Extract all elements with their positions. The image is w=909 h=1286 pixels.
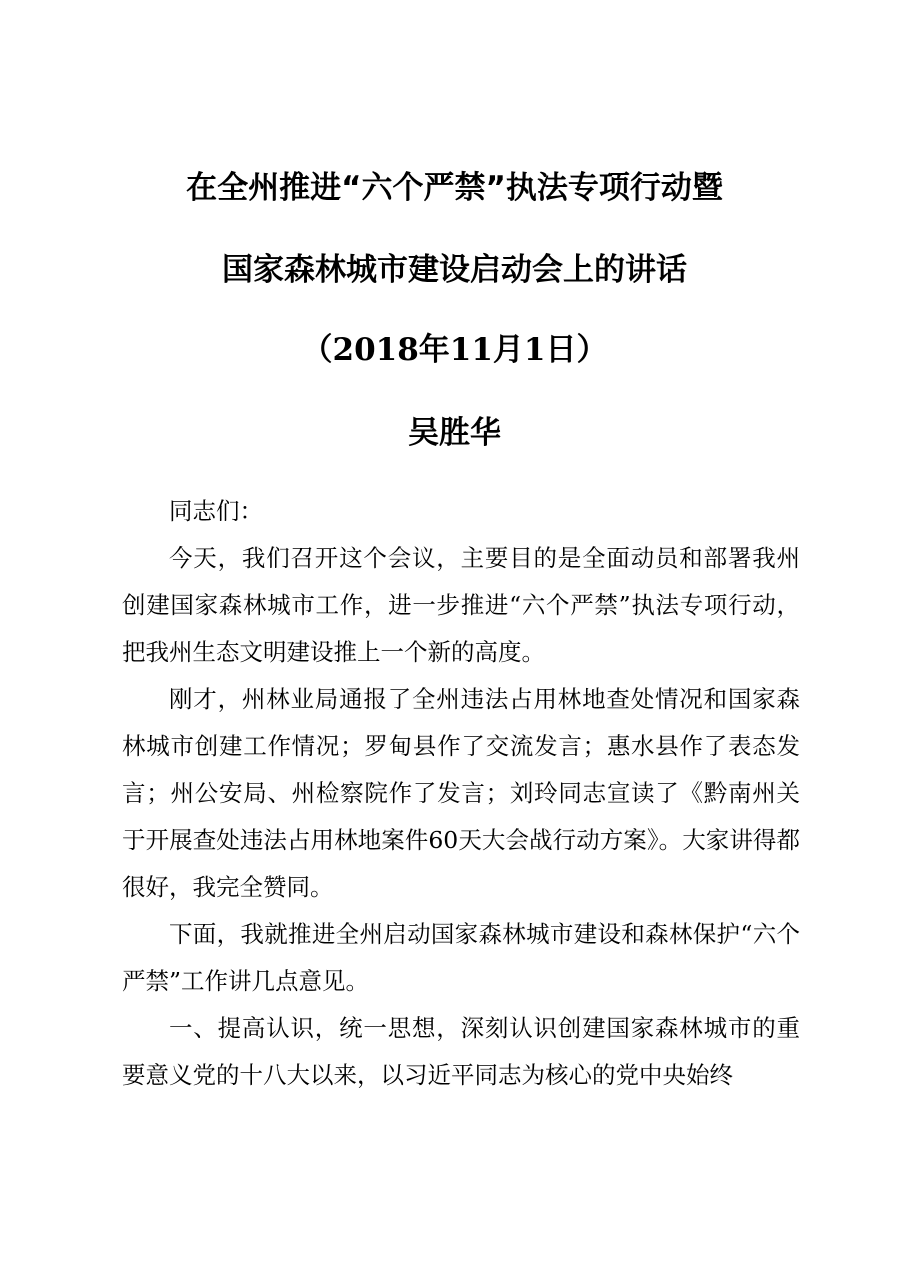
title-line-1: 在全州推进“六个严禁”执法专项行动暨 <box>186 170 723 206</box>
salutation-text: 同志们： <box>169 497 263 525</box>
paragraph: 下面，我就推进全州启动国家森林城市建设和森林保护“六个严禁”工作讲几点意见。 <box>122 920 800 995</box>
salutation <box>122 488 800 535</box>
body-paragraphs <box>122 535 800 1099</box>
speaker-name: 吴胜华 <box>408 415 501 451</box>
paragraph: 刚才，州林业局通报了全州违法占用林地查处情况和国家森林城市创建工作情况；罗甸县作了交流发言；惠水县作了表态发言；州公安局、州检察院作了发言；刘玲同志宣读了《黔南州关于开展查处违法占用林地案件60天大会战行动方案》。大家讲得都很好，我完全赞同。 <box>122 685 800 901</box>
paragraph: 今天，我们召开这个会议，主要目的是全面动员和部署我州创建国家森林城市工作，进一步推进“六个严禁”执法专项行动，把我州生态文明建设推上一个新的高度。 <box>122 544 800 666</box>
speech-date: （2018年11月1日） <box>301 332 608 368</box>
paragraph: 一、提高认识，统一思想，深刻认识创建国家森林城市的重要意义党的十八大以来，以习近平同志为核心的党中央始终 <box>122 1014 800 1089</box>
title-line-2: 国家森林城市建设启动会上的讲话 <box>222 252 687 288</box>
